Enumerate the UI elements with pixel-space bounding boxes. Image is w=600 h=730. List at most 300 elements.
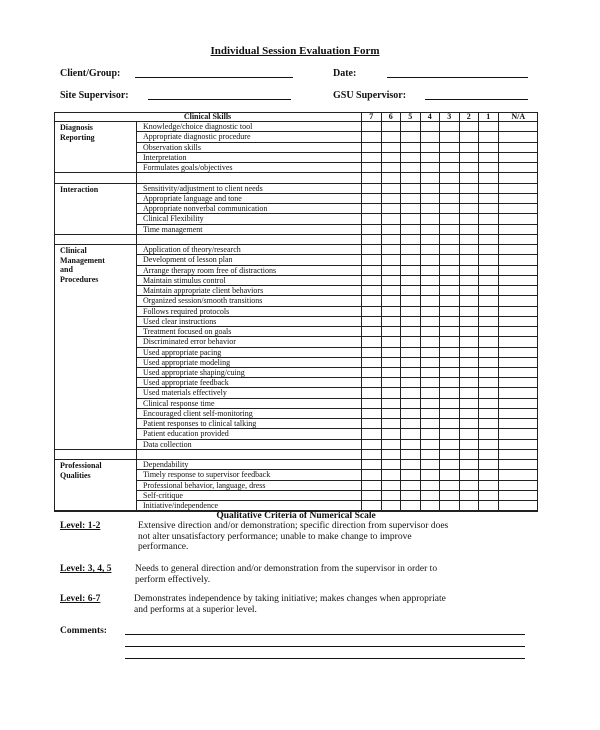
rating-cell-6[interactable] — [382, 143, 402, 153]
rating-cell-2[interactable] — [460, 460, 480, 470]
rating-cell-6[interactable] — [382, 460, 402, 470]
rating-cell-1[interactable] — [479, 399, 499, 409]
rating-cell-2[interactable] — [460, 440, 480, 450]
rating-cell-4[interactable] — [421, 153, 441, 163]
rating-cell-6[interactable] — [382, 378, 402, 388]
rating-cell-5[interactable] — [401, 481, 421, 491]
rating-cell-2[interactable] — [460, 429, 480, 439]
rating-cell-na[interactable] — [499, 245, 539, 255]
rating-cell-1[interactable] — [479, 245, 499, 255]
rating-cell-6[interactable] — [382, 388, 402, 398]
rating-cell-2[interactable] — [460, 409, 480, 419]
rating-cell-6[interactable] — [382, 481, 402, 491]
rating-cell-3[interactable] — [440, 440, 460, 450]
comments-line[interactable] — [125, 646, 525, 647]
rating-cell-3[interactable] — [440, 276, 460, 286]
rating-cell-na[interactable] — [499, 440, 539, 450]
rating-cell-7[interactable] — [362, 358, 382, 368]
rating-cell-3[interactable] — [440, 132, 460, 142]
rating-cell-2[interactable] — [460, 122, 480, 132]
rating-cell-2[interactable] — [460, 266, 480, 276]
rating-cell-4[interactable] — [421, 307, 441, 317]
rating-cell-4[interactable] — [421, 460, 441, 470]
rating-cell-3[interactable] — [440, 153, 460, 163]
rating-cell-4[interactable] — [421, 286, 441, 296]
rating-cell-7[interactable] — [362, 440, 382, 450]
rating-cell-1[interactable] — [479, 153, 499, 163]
rating-cell-6[interactable] — [382, 470, 402, 480]
rating-cell-na[interactable] — [499, 460, 539, 470]
rating-cell-3[interactable] — [440, 184, 460, 194]
rating-cell-1[interactable] — [479, 276, 499, 286]
rating-cell-7[interactable] — [362, 266, 382, 276]
rating-cell-1[interactable] — [479, 255, 499, 265]
rating-cell-7[interactable] — [362, 163, 382, 173]
rating-cell-3[interactable] — [440, 143, 460, 153]
rating-cell-4[interactable] — [421, 429, 441, 439]
rating-cell-5[interactable] — [401, 296, 421, 306]
rating-cell-5[interactable] — [401, 163, 421, 173]
rating-cell-3[interactable] — [440, 225, 460, 235]
rating-cell-2[interactable] — [460, 245, 480, 255]
rating-cell-5[interactable] — [401, 429, 421, 439]
rating-cell-1[interactable] — [479, 358, 499, 368]
rating-cell-4[interactable] — [421, 337, 441, 347]
rating-cell-na[interactable] — [499, 255, 539, 265]
rating-cell-5[interactable] — [401, 266, 421, 276]
rating-cell-na[interactable] — [499, 481, 539, 491]
rating-cell-6[interactable] — [382, 132, 402, 142]
rating-cell-6[interactable] — [382, 409, 402, 419]
rating-cell-6[interactable] — [382, 204, 402, 214]
rating-cell-4[interactable] — [421, 143, 441, 153]
rating-cell-5[interactable] — [401, 460, 421, 470]
rating-cell-4[interactable] — [421, 470, 441, 480]
rating-cell-2[interactable] — [460, 337, 480, 347]
rating-cell-3[interactable] — [440, 245, 460, 255]
rating-cell-5[interactable] — [401, 491, 421, 501]
spacer-row — [54, 235, 538, 245]
rating-cell-5[interactable] — [401, 143, 421, 153]
rating-cell-3[interactable] — [440, 388, 460, 398]
rating-cell-4[interactable] — [421, 327, 441, 337]
rating-cell-6[interactable] — [382, 122, 402, 132]
rating-cell-3[interactable] — [440, 460, 460, 470]
rating-cell-7[interactable] — [362, 368, 382, 378]
rating-cell-na[interactable] — [499, 122, 539, 132]
rating-cell-4[interactable] — [421, 388, 441, 398]
rating-cell-2[interactable] — [460, 132, 480, 142]
rating-cell-2[interactable] — [460, 368, 480, 378]
rating-cell-5[interactable] — [401, 132, 421, 142]
rating-cell-6[interactable] — [382, 194, 402, 204]
rating-cell-4[interactable] — [421, 348, 441, 358]
rating-cell-2[interactable] — [460, 296, 480, 306]
rating-cell-5[interactable] — [401, 419, 421, 429]
rating-cell-2[interactable] — [460, 163, 480, 173]
rating-cell-2[interactable] — [460, 327, 480, 337]
rating-cell-na[interactable] — [499, 266, 539, 276]
rating-cell-6[interactable] — [382, 440, 402, 450]
rating-cell-2[interactable] — [460, 317, 480, 327]
rating-cell-3[interactable] — [440, 122, 460, 132]
rating-cell-na[interactable] — [499, 286, 539, 296]
rating-cell-1[interactable] — [479, 337, 499, 347]
rating-cell-5[interactable] — [401, 225, 421, 235]
rating-cell-5[interactable] — [401, 378, 421, 388]
rating-cell-4[interactable] — [421, 255, 441, 265]
rating-cell-3[interactable] — [440, 429, 460, 439]
rating-cell-5[interactable] — [401, 470, 421, 480]
rating-cell-2[interactable] — [460, 358, 480, 368]
rating-cell-na[interactable] — [499, 429, 539, 439]
rating-cell-1[interactable] — [479, 491, 499, 501]
rating-cell-7[interactable] — [362, 276, 382, 286]
rating-cell-na[interactable] — [499, 225, 539, 235]
rating-cell-na[interactable] — [499, 276, 539, 286]
rating-cell-2[interactable] — [460, 214, 480, 224]
rating-cell-na[interactable] — [499, 409, 539, 419]
rating-cell-5[interactable] — [401, 307, 421, 317]
rating-cell-7[interactable] — [362, 184, 382, 194]
rating-cell-6[interactable] — [382, 501, 402, 511]
rating-cell-5[interactable] — [401, 501, 421, 511]
rating-cell-7[interactable] — [362, 460, 382, 470]
rating-cell-7[interactable] — [362, 296, 382, 306]
rating-cell-1[interactable] — [479, 132, 499, 142]
rating-cell-7[interactable] — [362, 399, 382, 409]
rating-cell-2[interactable] — [460, 419, 480, 429]
rating-cell-2[interactable] — [460, 470, 480, 480]
rating-cell-5[interactable] — [401, 276, 421, 286]
site-supervisor-field[interactable] — [148, 99, 291, 100]
rating-cell-1[interactable] — [479, 388, 499, 398]
rating-cell-5[interactable] — [401, 348, 421, 358]
rating-cell-6[interactable] — [382, 163, 402, 173]
rating-cell-1[interactable] — [479, 214, 499, 224]
rating-cell-na[interactable] — [499, 388, 539, 398]
rating-cell-2[interactable] — [460, 388, 480, 398]
rating-cell-4[interactable] — [421, 132, 441, 142]
rating-cell-na[interactable] — [499, 163, 539, 173]
rating-cell-4[interactable] — [421, 245, 441, 255]
rating-cell-4[interactable] — [421, 225, 441, 235]
rating-cell-2[interactable] — [460, 378, 480, 388]
rating-cell-na[interactable] — [499, 378, 539, 388]
rating-cell-3[interactable] — [440, 358, 460, 368]
rating-cell-6[interactable] — [382, 399, 402, 409]
rating-cell-7[interactable] — [362, 419, 382, 429]
rating-cell-4[interactable] — [421, 399, 441, 409]
rating-cell-1[interactable] — [479, 470, 499, 480]
rating-cell-na[interactable] — [499, 214, 539, 224]
rating-cell-4[interactable] — [421, 317, 441, 327]
rating-cell-na[interactable] — [499, 501, 539, 511]
rating-cell-7[interactable] — [362, 388, 382, 398]
rating-cell-4[interactable] — [421, 358, 441, 368]
rating-cell-7[interactable] — [362, 409, 382, 419]
rating-cell-na[interactable] — [499, 194, 539, 204]
rating-cell-6[interactable] — [382, 368, 402, 378]
rating-cell-7[interactable] — [362, 348, 382, 358]
rating-cell-1[interactable] — [479, 184, 499, 194]
rating-cell-7[interactable] — [362, 491, 382, 501]
rating-cell-5[interactable] — [401, 317, 421, 327]
rating-cell-4[interactable] — [421, 194, 441, 204]
rating-cell-2[interactable] — [460, 143, 480, 153]
rating-cell-3[interactable] — [440, 266, 460, 276]
rating-cell-na[interactable] — [499, 358, 539, 368]
rating-cell-5 — [401, 235, 421, 245]
rating-cell-1[interactable] — [479, 225, 499, 235]
rating-cell-7[interactable] — [362, 378, 382, 388]
rating-cell-3[interactable] — [440, 378, 460, 388]
table-row — [54, 491, 538, 501]
rating-cell-4[interactable] — [421, 184, 441, 194]
rating-cell-5[interactable] — [401, 214, 421, 224]
client-group-field[interactable] — [135, 77, 293, 78]
rating-cell-na[interactable] — [499, 204, 539, 214]
rating-cell-3[interactable] — [440, 194, 460, 204]
rating-cell-3[interactable] — [440, 501, 460, 511]
rating-cell-6[interactable] — [382, 266, 402, 276]
rating-cell-1[interactable] — [479, 143, 499, 153]
rating-cell-2[interactable] — [460, 184, 480, 194]
rating-cell-4[interactable] — [421, 481, 441, 491]
rating-cell-7[interactable] — [362, 481, 382, 491]
rating-cell-1[interactable] — [479, 348, 499, 358]
rating-cell-1[interactable] — [479, 122, 499, 132]
rating-cell-5[interactable] — [401, 245, 421, 255]
rating-cell-3[interactable] — [440, 286, 460, 296]
rating-cell-2[interactable] — [460, 255, 480, 265]
rating-cell-na[interactable] — [499, 143, 539, 153]
rating-cell-6[interactable] — [382, 348, 402, 358]
rating-cell-5[interactable] — [401, 204, 421, 214]
rating-cell-3[interactable] — [440, 327, 460, 337]
rating-cell-2[interactable] — [460, 276, 480, 286]
rating-cell-4[interactable] — [421, 204, 441, 214]
rating-cell-1[interactable] — [479, 194, 499, 204]
rating-cell-1[interactable] — [479, 296, 499, 306]
rating-cell-1[interactable] — [479, 378, 499, 388]
rating-cell-1[interactable] — [479, 266, 499, 276]
rating-cell-3[interactable] — [440, 337, 460, 347]
rating-cell-7[interactable] — [362, 327, 382, 337]
rating-cell-5[interactable] — [401, 368, 421, 378]
rating-cell-6[interactable] — [382, 337, 402, 347]
rating-cell-na[interactable] — [499, 399, 539, 409]
rating-cell-3[interactable] — [440, 368, 460, 378]
rating-cell-3[interactable] — [440, 204, 460, 214]
rating-cell-3[interactable] — [440, 255, 460, 265]
rating-cell-2[interactable] — [460, 501, 480, 511]
rating-cell-4[interactable] — [421, 368, 441, 378]
rating-cell-1[interactable] — [479, 501, 499, 511]
rating-cell-3[interactable] — [440, 399, 460, 409]
skill-label: Clinical Flexibility — [137, 214, 362, 224]
rating-cell-3[interactable] — [440, 296, 460, 306]
rating-cell-7[interactable] — [362, 286, 382, 296]
rating-cell-7[interactable] — [362, 225, 382, 235]
rating-cell-na[interactable] — [499, 337, 539, 347]
rating-cell-7[interactable] — [362, 337, 382, 347]
rating-cell-3[interactable] — [440, 348, 460, 358]
rating-cell-3[interactable] — [440, 317, 460, 327]
rating-cell-3[interactable] — [440, 419, 460, 429]
rating-cell-4[interactable] — [421, 122, 441, 132]
rating-cell-4[interactable] — [421, 419, 441, 429]
rating-cell-1[interactable] — [479, 204, 499, 214]
rating-cell-7[interactable] — [362, 132, 382, 142]
rating-cell-4[interactable] — [421, 163, 441, 173]
rating-cell-2[interactable] — [460, 491, 480, 501]
rating-cell-7[interactable] — [362, 194, 382, 204]
rating-cell-6[interactable] — [382, 255, 402, 265]
rating-cell-na[interactable] — [499, 368, 539, 378]
rating-cell-1[interactable] — [479, 286, 499, 296]
rating-cell-1[interactable] — [479, 460, 499, 470]
rating-cell-2[interactable] — [460, 307, 480, 317]
rating-cell-na[interactable] — [499, 296, 539, 306]
skill-label: Used clear instructions — [137, 317, 362, 327]
rating-cell-6[interactable] — [382, 276, 402, 286]
rating-cell-1[interactable] — [479, 368, 499, 378]
rating-cell-7[interactable] — [362, 143, 382, 153]
rating-cell-5[interactable] — [401, 194, 421, 204]
rating-cell-6[interactable] — [382, 225, 402, 235]
table-row — [54, 337, 538, 347]
rating-cell-1[interactable] — [479, 327, 499, 337]
rating-cell-4[interactable] — [421, 276, 441, 286]
rating-cell-5[interactable] — [401, 337, 421, 347]
rating-cell-4[interactable] — [421, 440, 441, 450]
rating-cell-4[interactable] — [421, 266, 441, 276]
rating-cell-na[interactable] — [499, 419, 539, 429]
rating-cell-7[interactable] — [362, 245, 382, 255]
rating-cell-6[interactable] — [382, 327, 402, 337]
rating-cell-6[interactable] — [382, 429, 402, 439]
rating-cell-1[interactable] — [479, 307, 499, 317]
rating-cell-na[interactable] — [499, 470, 539, 480]
rating-cell-7[interactable] — [362, 307, 382, 317]
rating-cell-2[interactable] — [460, 153, 480, 163]
rating-cell-3[interactable] — [440, 307, 460, 317]
date-field[interactable] — [387, 77, 528, 78]
rating-cell-1[interactable] — [479, 440, 499, 450]
rating-cell-3[interactable] — [440, 163, 460, 173]
rating-cell-4[interactable] — [421, 501, 441, 511]
rating-cell-3[interactable] — [440, 470, 460, 480]
gsu-supervisor-field[interactable] — [425, 99, 528, 100]
rating-cell-na[interactable] — [499, 132, 539, 142]
rating-cell-na[interactable] — [499, 348, 539, 358]
rating-cell-1[interactable] — [479, 481, 499, 491]
rating-cell-na[interactable] — [499, 153, 539, 163]
rating-cell-6[interactable] — [382, 317, 402, 327]
rating-cell-7[interactable] — [362, 501, 382, 511]
rating-cell-6[interactable] — [382, 419, 402, 429]
rating-cell-5[interactable] — [401, 286, 421, 296]
rating-cell-2[interactable] — [460, 348, 480, 358]
rating-cell-1[interactable] — [479, 419, 499, 429]
rating-cell-6[interactable] — [382, 358, 402, 368]
rating-cell-6[interactable] — [382, 307, 402, 317]
rating-cell-1[interactable] — [479, 429, 499, 439]
category-cell — [54, 481, 137, 491]
rating-cell-5[interactable] — [401, 327, 421, 337]
rating-cell-na[interactable] — [499, 307, 539, 317]
rating-cell-7[interactable] — [362, 470, 382, 480]
rating-cell-7[interactable] — [362, 214, 382, 224]
rating-cell-na[interactable] — [499, 327, 539, 337]
rating-cell-5[interactable] — [401, 358, 421, 368]
rating-cell-5[interactable] — [401, 153, 421, 163]
rating-cell-2[interactable] — [460, 481, 480, 491]
rating-cell-5[interactable] — [401, 399, 421, 409]
rating-cell-6[interactable] — [382, 296, 402, 306]
rating-cell-3[interactable] — [440, 214, 460, 224]
rating-cell-2[interactable] — [460, 204, 480, 214]
rating-cell-4[interactable] — [421, 409, 441, 419]
rating-cell-2[interactable] — [460, 399, 480, 409]
rating-cell-5[interactable] — [401, 255, 421, 265]
rating-cell-7[interactable] — [362, 122, 382, 132]
rating-cell-na[interactable] — [499, 317, 539, 327]
rating-cell-1[interactable] — [479, 163, 499, 173]
comments-line[interactable] — [125, 658, 525, 659]
rating-cell-7[interactable] — [362, 153, 382, 163]
table-row — [54, 307, 538, 317]
rating-cell-3[interactable] — [440, 481, 460, 491]
rating-cell-5[interactable] — [401, 388, 421, 398]
rating-cell-7[interactable] — [362, 255, 382, 265]
rating-cell-2[interactable] — [460, 286, 480, 296]
rating-cell-1[interactable] — [479, 317, 499, 327]
rating-cell-3[interactable] — [440, 409, 460, 419]
rating-cell-4[interactable] — [421, 491, 441, 501]
rating-cell-2[interactable] — [460, 194, 480, 204]
rating-cell-7[interactable] — [362, 204, 382, 214]
rating-cell-5[interactable] — [401, 184, 421, 194]
category-cell — [54, 225, 137, 235]
rating-cell-7[interactable] — [362, 429, 382, 439]
scale-header-3: 3 — [440, 112, 460, 122]
rating-cell-6[interactable] — [382, 491, 402, 501]
rating-cell-6[interactable] — [382, 214, 402, 224]
rating-cell-6[interactable] — [382, 153, 402, 163]
rating-cell-6[interactable] — [382, 286, 402, 296]
rating-cell-5[interactable] — [401, 440, 421, 450]
rating-cell-7[interactable] — [362, 317, 382, 327]
rating-cell-4[interactable] — [421, 214, 441, 224]
rating-cell-2[interactable] — [460, 225, 480, 235]
skill-label: Patient education provided — [137, 429, 362, 439]
rating-cell-4[interactable] — [421, 378, 441, 388]
rating-cell-5 — [401, 173, 421, 183]
rating-cell-1[interactable] — [479, 409, 499, 419]
rating-cell-6[interactable] — [382, 184, 402, 194]
rating-cell-6[interactable] — [382, 245, 402, 255]
rating-cell-na[interactable] — [499, 491, 539, 501]
rating-cell-3[interactable] — [440, 491, 460, 501]
rating-cell-4[interactable] — [421, 296, 441, 306]
rating-cell-na[interactable] — [499, 184, 539, 194]
rating-cell-5[interactable] — [401, 122, 421, 132]
comments-line[interactable] — [125, 634, 525, 635]
rating-cell-5[interactable] — [401, 409, 421, 419]
skill-label: Dependability — [137, 460, 362, 470]
